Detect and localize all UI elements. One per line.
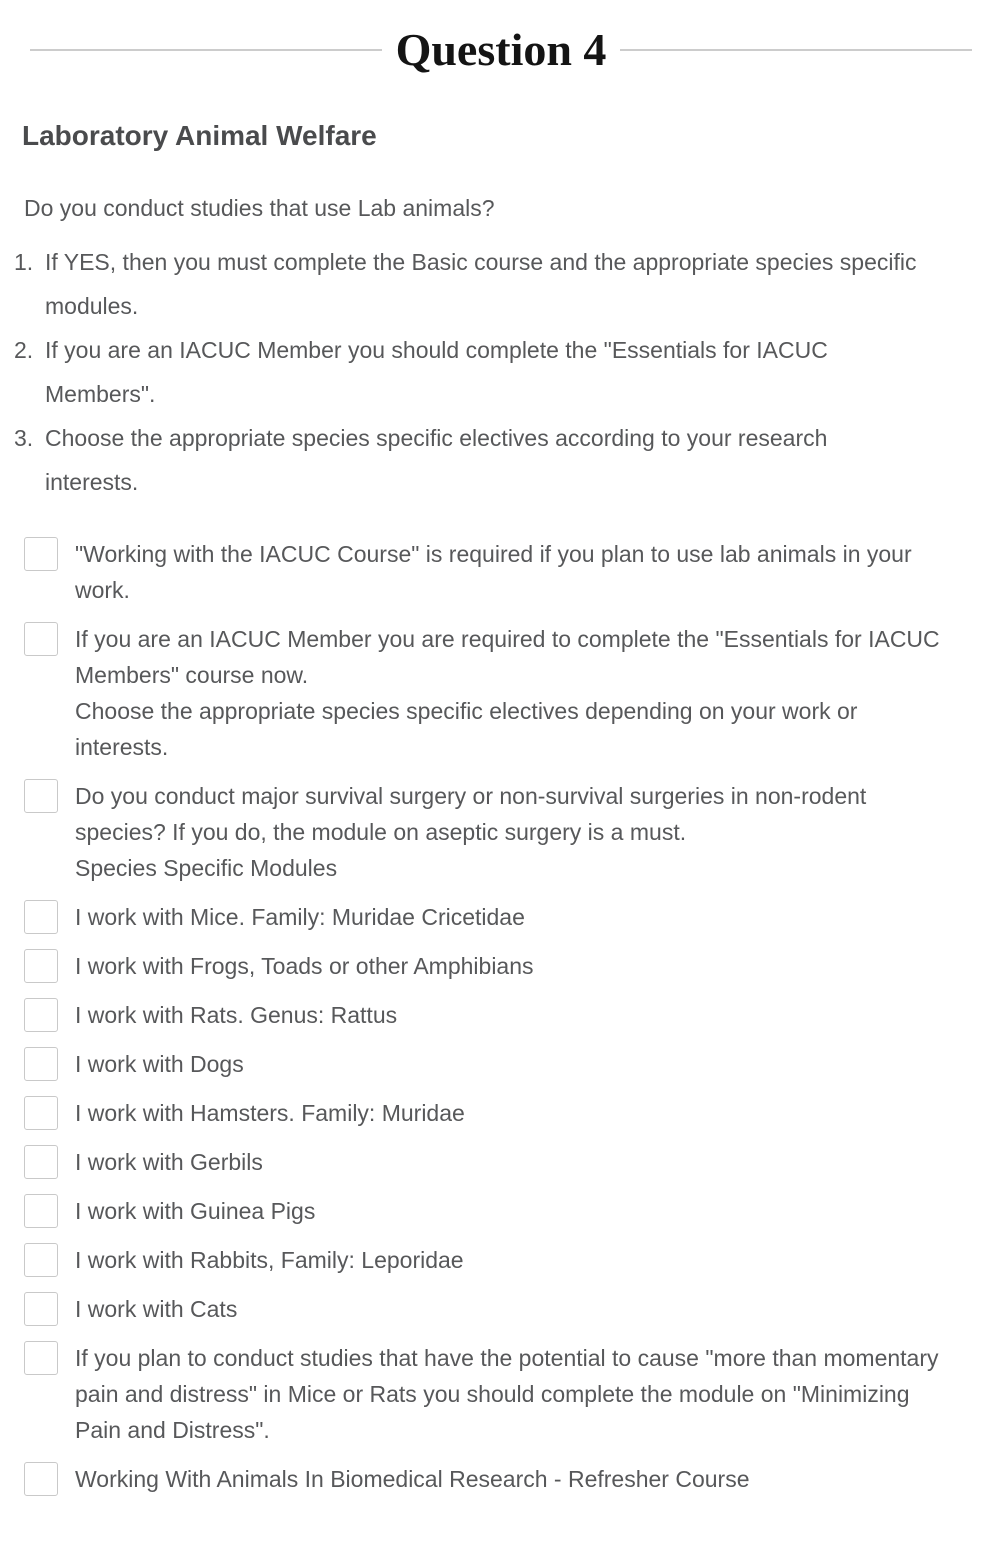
checkbox-label[interactable] — [75, 621, 955, 765]
checkbox-label[interactable] — [75, 1144, 263, 1180]
checkbox-label[interactable] — [75, 899, 525, 935]
checkbox-label-text: If you are an IACUC Member you are required to complete the "Essentials for IACUC Members" course now. — [75, 626, 940, 689]
checkbox-row-rats — [14, 997, 960, 1033]
checkbox-row-hamsters — [14, 1095, 960, 1131]
checkbox-label-text: I work with Gerbils — [75, 1149, 263, 1176]
question-header — [0, 0, 1000, 77]
checkbox-row-dogs — [14, 1046, 960, 1082]
page-title: Question 4 — [395, 24, 607, 75]
divider-left — [30, 49, 382, 51]
checkbox-sublabel-text: Choose the appropriate species specific electives depending on your work or interests. — [75, 698, 858, 761]
checkbox[interactable] — [24, 1462, 58, 1496]
instruction-text: If YES, then you must complete the Basic course and the appropriate species specific modules. — [45, 249, 917, 320]
checkbox-label-text: I work with Hamsters. Family: Muridae — [75, 1100, 465, 1127]
instruction-text: Choose the appropriate species specific electives according to your research interests. — [45, 425, 828, 496]
module-checklist — [14, 536, 960, 1497]
checkbox-label-text: Working With Animals In Biomedical Research - Refresher Course — [75, 1466, 750, 1493]
checkbox-label[interactable] — [75, 997, 397, 1033]
checkbox[interactable] — [24, 949, 58, 983]
checkbox-row-pain-distress — [14, 1340, 960, 1448]
checkbox-label-text: I work with Rats. Genus: Rattus — [75, 1002, 398, 1029]
intro-question: Do you conduct studies that use Lab animals? — [24, 195, 495, 222]
checkbox[interactable] — [24, 1194, 58, 1228]
checkbox-row-survival-surgery — [14, 778, 960, 886]
instruction-number: 1. — [14, 249, 34, 276]
checkbox[interactable] — [24, 1243, 58, 1277]
instruction-text: If you are an IACUC Member you should complete the "Essentials for IACUC Members". — [45, 337, 828, 408]
checkbox-label-text: If you plan to conduct studies that have the potential to cause "more than momentary pain and distress" in Mice or Rats you should complete the module on "Minimizing Pain and Distress". — [75, 1345, 939, 1444]
checkbox-label-text: I work with Frogs, Toads or other Amphibians — [75, 953, 534, 980]
checkbox-label-text: I work with Rabbits, Family: Leporidae — [75, 1247, 464, 1274]
checkbox-sublabel-text: Species Specific Modules — [75, 855, 338, 882]
checkbox-row-frogs — [14, 948, 960, 984]
checkbox[interactable] — [24, 1096, 58, 1130]
checkbox-label[interactable] — [75, 1242, 464, 1278]
checkbox-row-mice — [14, 899, 960, 935]
section-heading: Laboratory Animal Welfare — [22, 119, 377, 151]
checkbox-label[interactable] — [75, 778, 955, 886]
checkbox[interactable] — [24, 1145, 58, 1179]
checkbox-row-refresher-course — [14, 1461, 960, 1497]
checkbox-label[interactable] — [75, 536, 955, 608]
instruction-number: 2. — [14, 337, 34, 364]
question-content — [0, 119, 1000, 1550]
checkbox-label-text: Do you conduct major survival surgery or non-survival surgeries in non-rodent species? If you do, the module on aseptic surgery is a must. — [75, 783, 867, 846]
checkbox-label[interactable] — [75, 1291, 237, 1327]
checkbox-row-iacuc-member — [14, 621, 960, 765]
checkbox[interactable] — [24, 1047, 58, 1081]
instruction-item — [14, 328, 960, 416]
checkbox-label[interactable] — [75, 1340, 955, 1448]
instruction-list — [14, 240, 960, 504]
checkbox-label-text: I work with Dogs — [75, 1051, 244, 1078]
checkbox-label[interactable] — [75, 1193, 315, 1229]
checkbox[interactable] — [24, 622, 58, 656]
checkbox-label[interactable] — [75, 948, 534, 984]
checkbox[interactable] — [24, 998, 58, 1032]
instruction-item — [14, 416, 960, 504]
checkbox-label[interactable] — [75, 1046, 244, 1082]
checkbox-label-text: "Working with the IACUC Course" is required if you plan to use lab animals in your work. — [75, 541, 912, 604]
checkbox[interactable] — [24, 1292, 58, 1326]
checkbox-label[interactable] — [75, 1461, 750, 1497]
checkbox[interactable] — [24, 537, 58, 571]
checkbox-row-working-with-iacuc — [14, 536, 960, 608]
checkbox[interactable] — [24, 900, 58, 934]
checkbox-row-rabbits — [14, 1242, 960, 1278]
checkbox-row-gerbils — [14, 1144, 960, 1180]
checkbox-label[interactable] — [75, 1095, 465, 1131]
instruction-number: 3. — [14, 425, 34, 452]
checkbox-label-text: I work with Guinea Pigs — [75, 1198, 316, 1225]
checkbox[interactable] — [24, 779, 58, 813]
checkbox[interactable] — [24, 1341, 58, 1375]
instruction-item — [14, 240, 960, 328]
checkbox-label-text: I work with Cats — [75, 1296, 238, 1323]
checkbox-label-text: I work with Mice. Family: Muridae Cricetidae — [75, 904, 525, 931]
divider-right — [620, 49, 972, 51]
checkbox-row-guinea-pigs — [14, 1193, 960, 1229]
checkbox-row-cats — [14, 1291, 960, 1327]
